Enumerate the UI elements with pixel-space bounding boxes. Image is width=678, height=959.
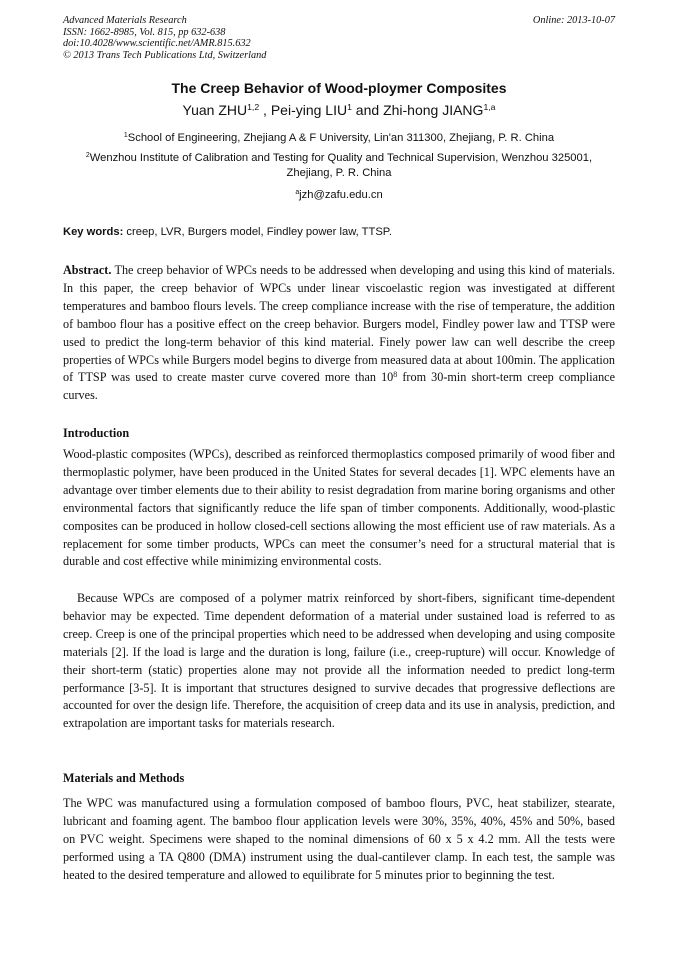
paragraph: The WPC was manufactured using a formulation composed of bamboo flours, PVC, heat stabilizer, stearate, lubricant and foaming agent. The bamboo flour application levels were 30%, 35%, 40%, 45% and 50%, based on PVC weight. Specimens were shaped to the nominal dimensions of 60 x 5 x 4.2 mm. All the tests were performed using a TA Q800 (DMA) instrument using the dual-cantilever clamp. In each test, the sample was heated to the desired temperature and allowed to equilibrate for 5 minutes prior to beginning the test. <box>63 796 615 882</box>
author-sup: 1 <box>347 102 352 113</box>
journal-header <box>63 15 615 61</box>
author-sup: 1,a <box>483 102 496 113</box>
issn-line: ISSN: 1662-8985, Vol. 815, pp 632-638 <box>63 26 226 38</box>
affiliation-text: Zhejiang, P. R. China <box>286 167 392 179</box>
affiliation-text: School of Engineering, Zhejiang A & F University, Lin'an 311300, Zhejiang, P. R. China <box>127 132 555 144</box>
affiliation-1 <box>59 131 619 146</box>
paragraph: Because WPCs are composed of a polymer matrix reinforced by short-fibers, significant time-dependent behavior may be expected. Time dependent deformation of a material under sustained load is referred to as creep. Creep is one of the principal properties which need to be addressed when developing and using composite materials [2]. If the load is large and the duration is long, failure (i.e., creep-rupture) will occur. Knowledge of their short-term (static) properties alone may not provide all the information needed to predict long-term performance [3-5]. It is important that structures designed to survive decades that progressive deflections are accounted for over the design life. Therefore, the acquisition of creep data and its use in analysis, prediction, and extrapolation are important tasks for materials research. <box>63 591 615 731</box>
abstract <box>63 262 615 405</box>
author-name: Yuan ZHU <box>182 102 248 118</box>
affiliation-sup: 2 <box>85 152 90 160</box>
author-separator: , <box>259 102 271 118</box>
paragraph: Wood-plastic composites (WPCs), described as reinforced thermoplastics composed primarily of wood fiber and thermoplastic polymer, have been produced in the United States for several decades [1]. WPC elements have an advantage over timber elements due to their ability to resist degradation from marine boring organisms and other environmental factors that significantly reduce the life span of timber components. Additionally, wood-plastic composites can be produced in hollow closed-cell sections allowing the most efficient use of raw materials. As a replacement for some timber products, WPCs can meet the consumer’s need for a structural material that is durable and cost effective while minimizing environmental costs. <box>63 447 615 569</box>
keywords-text: creep, LVR, Burgers model, Findley power law, TTSP. <box>123 226 392 238</box>
abstract-text-end: from 30-min short-term creep compliance curves. <box>63 370 615 403</box>
author-list <box>63 102 615 118</box>
section-heading-introduction: Introduction <box>63 426 130 440</box>
author-name: Zhi-hong JIANG <box>383 102 484 118</box>
abstract-label: Abstract. <box>63 263 112 277</box>
email-address: jzh@zafu.edu.cn <box>299 189 383 201</box>
email-sup: a <box>295 189 300 197</box>
journal-name: Advanced Materials Research <box>63 15 187 26</box>
abstract-text: The creep behavior of WPCs needs to be addressed when developing and using this kind of materials. In this paper, the creep behavior of WPCs under linear viscoelastic region was investigated at different temperatures and bamboo flours levels. The creep compliance increase with the rise of temperature, the addition of bamboo flour has a positive effect on the creep behavior. Burgers model, Findley power law and TTSP were used to predict the long-term behavior of this kind material. Finely power law can well describe the creep properties of WPCs while Burgers model begins to diverge from measured data at about 100min. The application of TTSP was used to create master curve covered more than 10 <box>63 263 615 385</box>
affiliation-sup: 1 <box>123 132 128 140</box>
copyright-line: © 2013 Trans Tech Publications Ltd, Switzerland <box>63 49 267 61</box>
section-heading-materials: Materials and Methods <box>63 771 185 785</box>
paper-title: The Creep Behavior of Wood-ploymer Composites <box>171 80 507 96</box>
author-separator: and <box>351 102 384 118</box>
abstract-sup: 8 <box>393 370 398 380</box>
author-name: Pei-ying LIU <box>270 102 348 118</box>
corresponding-email <box>59 188 619 203</box>
keywords-label: Key words: <box>63 226 124 238</box>
keywords <box>63 226 615 238</box>
doi-line: doi:10.4028/www.scientific.net/AMR.815.632 <box>63 38 251 50</box>
online-date: Online: 2013-10-07 <box>532 15 615 26</box>
author-sup: 1,2 <box>247 102 260 113</box>
affiliation-2 <box>59 151 619 181</box>
affiliation-text: Wenzhou Institute of Calibration and Testing for Quality and Technical Supervision, Wenzhou 325001, <box>89 152 593 164</box>
